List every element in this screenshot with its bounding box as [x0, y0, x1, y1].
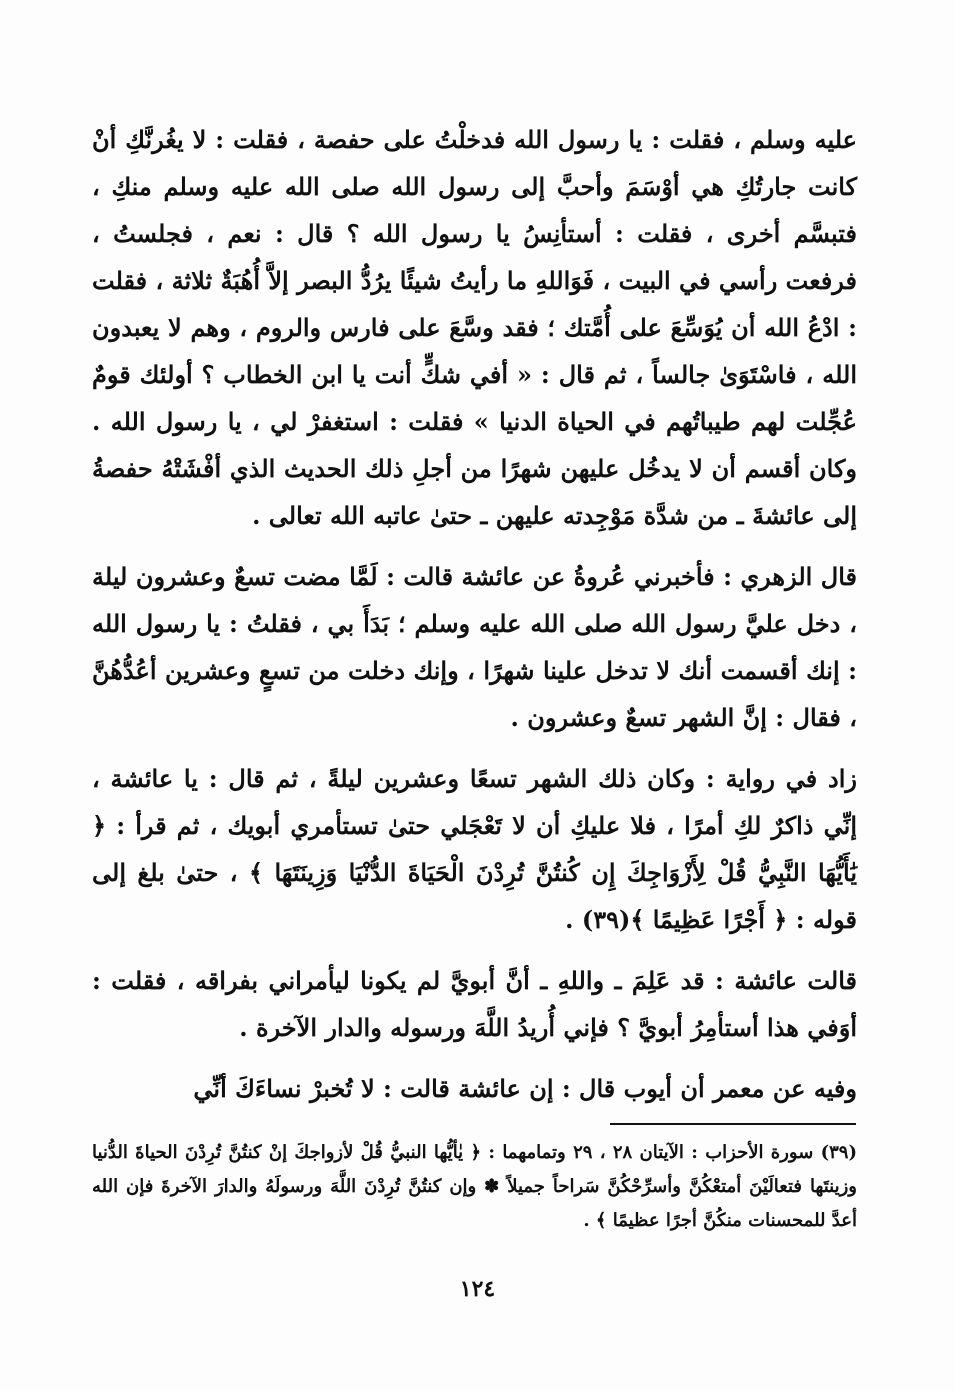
paragraph-aisha-reply: قالت عائشة : قد عَلِمَ ـ واللهِ ـ أنَّ أبويَّ لم يكونا ليأمراني بفراقه ، فقلت : أوَفي هذا أستأمِرُ أبويَّ ؟ فإني أُريدُ اللَّهَ ورسوله والدار الآخرة .	[92, 966, 857, 1042]
footnote-divider	[610, 1123, 856, 1125]
paragraph-mamar-narration: وفيه عن معمر أن أيوب قال : إن عائشة قالت : لا تُخبرْ نساءَكَ أنِّي	[193, 1074, 857, 1103]
main-text	[92, 116, 857, 1112]
paragraph-hafsa-story: عليه وسلم ، فقلت : يا رسول الله فدخلْتُ على حفصة ، فقلت : لا يغُرنَّكِ أنْ كانت جارتُكِ هي أوْسَمَ وأحبَّ إلى رسول الله صلى الله عليه وسلم منكِ ، فتبسَّم أخرى ، فقلت : أستأنِسُ يا رسول الله ؟ قال : نعم ، فجلستُ ، فرفعت رأسي في البيت ، فَوَاللهِ ما رأيتُ شيئًا يرُدُّ البصر إلاَّ أُهُبَةٌ ثلاثة ، فقلت : ادْعُ الله أن يُوَسِّعَ على أُمَّتك ؛ فقد وسَّعَ على فارس والروم ، وهم لا يعبدون الله ، فاسْتَوَىٰ جالساً ، ثم قال : « أفي شكٍّ أنت يا ابن الخطاب ؟ أولئك قومٌ عُجِّلت لهم طيباتُهم في الحياة الدنيا » فقلت : استغفرْ لي ، يا رسول الله . وكان أقسم أن لا يدخُل عليهن شهرًا من أجلِ ذلك الحديث الذي أفْشَتْهُ حفصةُ إلى عائشةَ ـ من شدَّة مَوْجِدته عليهن ـ حتىٰ عاتبه الله تعالى .	[92, 125, 858, 530]
footnote-39: (٣٩) سورة الأحزاب : الآيتان ٢٨ ، ٢٩ وتمامهما : ﴿ يٰأيُّها النبيُّ قُلْ لأزواجكَ إنْ كنتُنَّ تُرِدْنَ الحياةَ الدُّنيا وزينتَها فتعالَيْنَ أمتعْكُنَّ وأسرِّحْكُنَّ سَراحاً جميلاً ✽ وإن كنتُنَّ تُرِدْنَ اللَّهَ ورسولَهُ والدارَ الآخرةَ فإن الله أعدَّ للمحسنات منكُنَّ أجرًا عظيمًا ﴾ .	[92, 1142, 858, 1231]
page-number: ١٢٤	[459, 1276, 496, 1302]
paragraph-zuhri-narration: قال الزهري : فأخبرني عُروةُ عن عائشة قالت : لَمَّا مضت تسعٌ وعشرون ليلة ، دخل عليَّ رسول الله صلى الله عليه وسلم ؛ بَدَأَ بي ، فقلتُ : يا رسول الله : إنك أقسمت أنك لا تدخل علينا شهرًا ، وإنك دخلت من تسعٍ وعشرين أعُدُّهُنَّ ، فقال : إنَّ الشهر تسعٌ وعشرون .	[92, 562, 857, 732]
paragraph-additional-narration: زاد في رواية : وكان ذلك الشهر تسعًا وعشرين ليلةً ، ثم قال : يا عائشة ، إنِّي ذاكرٌ لكِ أمرًا ، فلا عليكِ أن لا تَعْجَلي حتىٰ تستأمري أبويك ، ثم قرأ : ﴿ يَٰأَيُّهَا النَّبِيُّ قُلْ لِأَزْوَاجِكَ إِن كُنتُنَّ تُرِدْنَ الْحَيَاةَ الدُّنْيَا وَزِينَتَهَا ﴾ ، حتىٰ بلغ إلى قوله : ﴿ أَجْرًا عَظِيمًا ﴾(٣٩) .	[92, 764, 857, 934]
